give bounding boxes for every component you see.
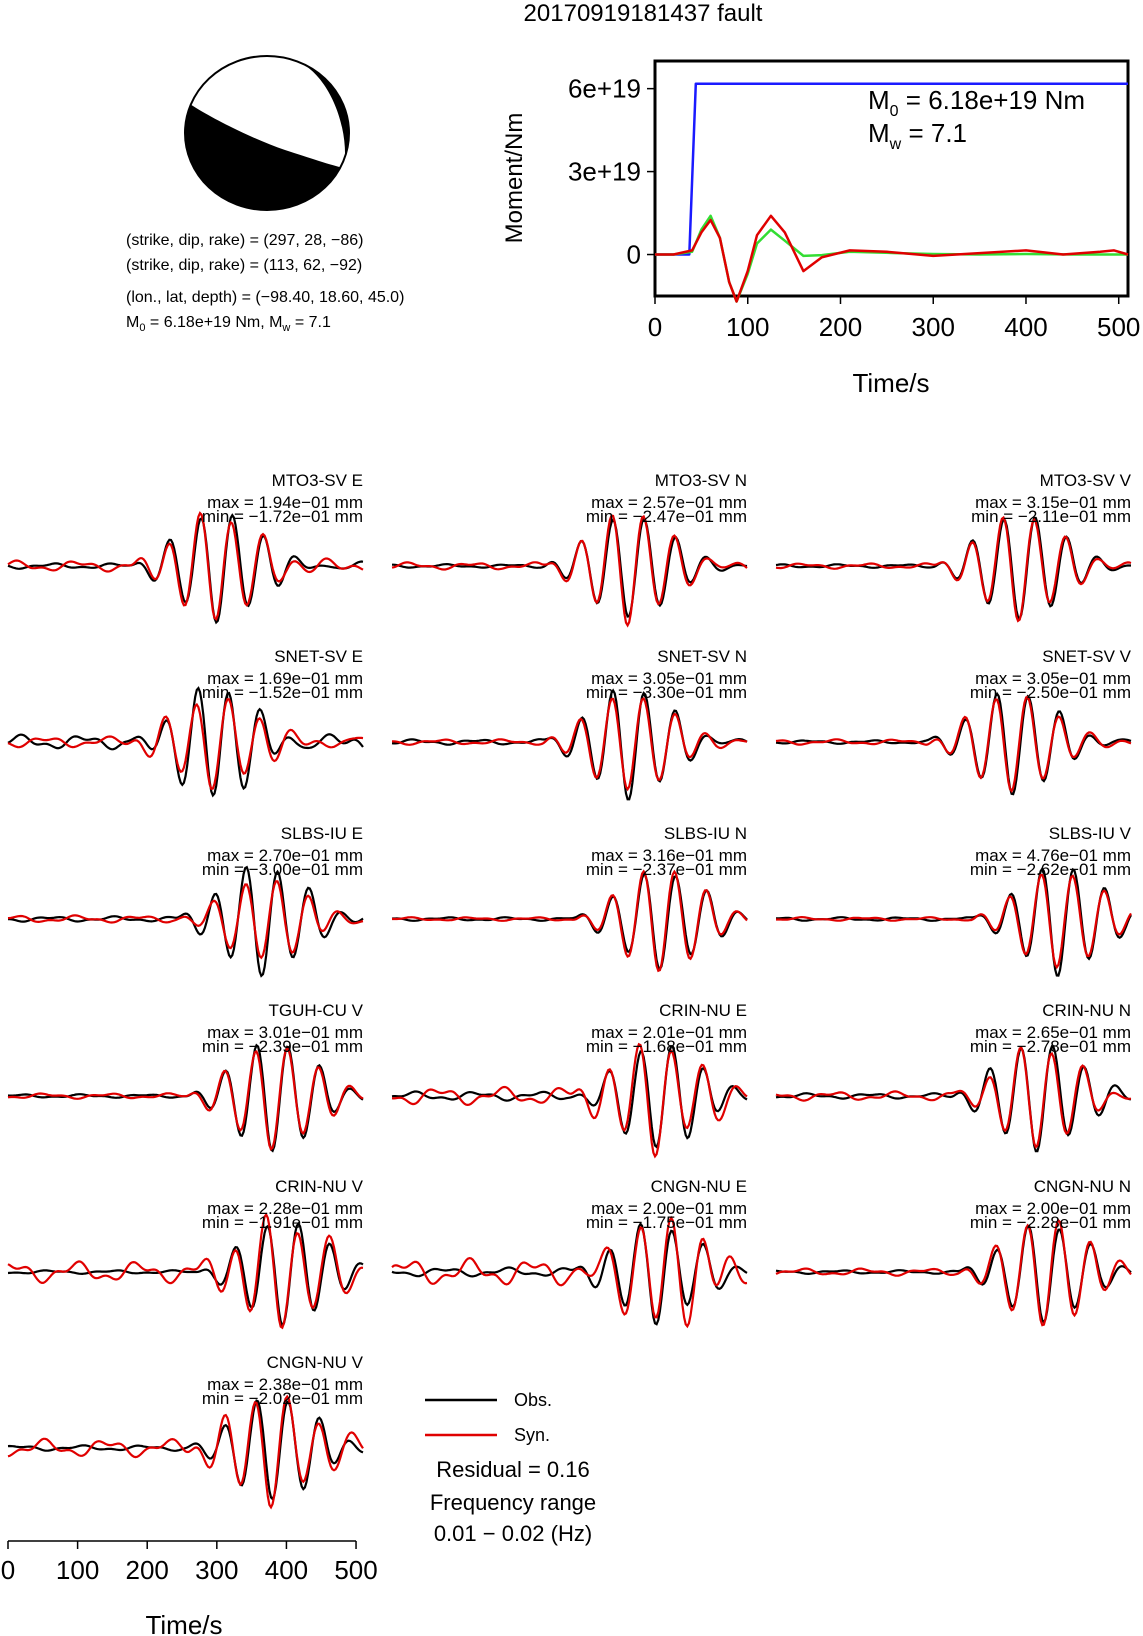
waveform-panel — [392, 1001, 747, 1156]
waveform-xlabel: Time/s — [145, 1610, 223, 1636]
waveform-station-label: SLBS-IU V — [1048, 824, 1131, 843]
waveform-min-label: min = −1.68e−01 mm — [585, 1037, 747, 1056]
moment-ytick-label: 0 — [626, 239, 641, 270]
waveform-station-label: CNGN-NU V — [266, 1353, 363, 1372]
waveform-panel — [8, 471, 363, 622]
waveform-max-label: max = 3.01e−01 mm — [207, 1023, 363, 1042]
waveform-panel — [8, 1001, 364, 1151]
waveform-panel — [392, 1177, 747, 1326]
waveform-station-label: CRIN-NU N — [1042, 1001, 1131, 1020]
observed-trace — [776, 869, 1131, 976]
waveform-xtick-label: 0 — [0, 1555, 16, 1585]
waveform-panel — [392, 824, 747, 971]
moment-function-plot — [501, 61, 1140, 398]
moment-xtick-label: 100 — [726, 312, 770, 342]
plane1-text: (strike, dip, rake) = (297, 28, −86) — [126, 232, 364, 249]
waveform-station-label: SNET-SV V — [1042, 647, 1131, 666]
waveform-min-label: min = −2.47e−01 mm — [585, 507, 747, 526]
waveform-xtick-label: 300 — [195, 1555, 239, 1585]
waveform-min-label: min = −2.62e−01 mm — [969, 860, 1131, 879]
observed-trace — [8, 1045, 363, 1151]
waveform-station-label: CRIN-NU E — [659, 1001, 747, 1020]
waveform-station-label: SLBS-IU E — [280, 824, 363, 843]
waveform-min-label: min = −2.78e−01 mm — [969, 1037, 1131, 1056]
waveform-max-label: max = 2.65e−01 mm — [975, 1023, 1131, 1042]
synthetic-trace — [392, 1218, 747, 1326]
waveform-time-axis — [1, 1541, 378, 1585]
legend-frequency-title: Frequency range — [429, 1490, 597, 1515]
moment-ytick-label: 6e+19 — [567, 73, 641, 104]
moment-xtick-label: 300 — [911, 312, 955, 342]
synthetic-trace — [8, 881, 363, 957]
waveform-panel — [776, 1001, 1131, 1151]
waveform-max-label: max = 2.28e−01 mm — [207, 1199, 363, 1218]
moment-text: $M_0 = 6.18e+19$ Nm, $M_w = 7.1$ — [126, 314, 331, 334]
waveform-panel — [392, 647, 747, 799]
moment-xlabel: Time/s — [852, 368, 930, 398]
waveform-max-label: max = 2.57e−01 mm — [591, 493, 747, 512]
waveform-station-label: CNGN-NU E — [650, 1177, 747, 1196]
legend — [425, 1390, 596, 1546]
waveform-max-label: max = 2.38e−01 mm — [207, 1375, 363, 1394]
waveform-xtick-label: 500 — [334, 1555, 378, 1585]
waveform-panel — [8, 824, 363, 976]
waveform-panel — [8, 647, 363, 795]
moment-ytick-label: 3e+19 — [567, 156, 641, 187]
synthetic-trace — [8, 1048, 363, 1149]
moment-xtick-label: 500 — [1097, 312, 1141, 342]
synthetic-trace — [8, 513, 363, 619]
waveform-max-label: max = 1.94e−01 mm — [207, 493, 363, 512]
waveform-max-label: max = 3.16e−01 mm — [591, 846, 747, 865]
observed-trace — [392, 519, 747, 617]
figure-title: 20170919181437 fault — [523, 0, 763, 27]
legend-frequency-range: 0.01 − 0.02 (Hz) — [433, 1521, 593, 1546]
waveform-min-label: min = −2.50e−01 mm — [969, 683, 1131, 702]
waveform-panel — [776, 1177, 1131, 1325]
observed-trace — [392, 875, 747, 970]
waveform-min-label: min = −1.52e−01 mm — [201, 683, 363, 702]
location-text: (lon., lat, depth) = (−98.40, 18.60, 45.0) — [126, 289, 405, 306]
waveform-station-label: SNET-SV E — [274, 647, 363, 666]
observed-trace — [776, 694, 1131, 794]
waveform-station-label: SNET-SV N — [657, 647, 747, 666]
waveform-panel — [392, 471, 747, 625]
waveform-max-label: max = 3.05e−01 mm — [591, 669, 747, 688]
observed-trace — [8, 688, 363, 795]
waveform-min-label: min = −2.11e−01 mm — [971, 507, 1131, 526]
synthetic-trace — [776, 518, 1131, 621]
moment-xtick-label: 200 — [818, 312, 863, 342]
moment-xtick-label: 400 — [1004, 312, 1048, 342]
synthetic-trace — [392, 871, 747, 970]
synthetic-trace — [776, 1048, 1131, 1147]
waveform-station-label: SLBS-IU N — [663, 824, 747, 843]
waveform-max-label: max = 3.15e−01 mm — [975, 493, 1131, 512]
waveform-panel — [8, 1353, 364, 1507]
moment-xtick-label: 0 — [647, 312, 663, 342]
waveform-max-label: max = 2.01e−01 mm — [591, 1023, 747, 1042]
waveform-max-label: max = 2.00e−01 mm — [975, 1199, 1131, 1218]
synthetic-trace — [392, 516, 747, 626]
legend-syn-label: Syn. — [514, 1425, 551, 1445]
waveform-min-label: min = −3.00e−01 mm — [201, 860, 363, 879]
waveform-panel — [8, 1177, 364, 1328]
waveform-station-label: CRIN-NU V — [275, 1177, 363, 1196]
waveform-station-label: MTO3-SV N — [654, 471, 747, 490]
synthetic-trace — [776, 1220, 1131, 1325]
waveform-station-label: TGUH-CU V — [268, 1001, 363, 1020]
waveform-min-label: min = −1.72e−01 mm — [201, 507, 363, 526]
legend-obs-label: Obs. — [514, 1390, 553, 1410]
waveform-max-label: max = 1.69e−01 mm — [207, 669, 363, 688]
synthetic-trace — [8, 1397, 363, 1508]
observed-trace — [8, 867, 363, 976]
waveform-max-label: max = 3.05e−01 mm — [975, 669, 1131, 688]
moment-annotation-m0: $M_0 = 6.18e+19$ Nm — [868, 85, 1086, 120]
waveform-panel — [776, 824, 1132, 976]
focal-mechanism-beachball — [184, 55, 349, 210]
synthetic-trace — [776, 697, 1131, 791]
waveform-panel — [776, 647, 1132, 794]
waveform-max-label: max = 2.70e−01 mm — [207, 846, 363, 865]
waveform-min-label: min = −2.39e−01 mm — [201, 1037, 363, 1056]
waveform-xtick-label: 100 — [55, 1555, 100, 1585]
moment-series-2 — [655, 216, 1128, 302]
waveform-min-label: min = −3.30e−01 mm — [585, 683, 747, 702]
waveform-min-label: min = −1.75e−01 mm — [585, 1213, 747, 1232]
waveform-max-label: max = 4.76e−01 mm — [975, 846, 1131, 865]
moment-series-3 — [655, 216, 1128, 302]
waveform-min-label: min = −2.37e−01 mm — [585, 860, 747, 879]
waveform-min-label: min = −2.28e−01 mm — [969, 1213, 1131, 1232]
waveform-panel — [776, 471, 1132, 621]
waveform-min-label: min = −1.91e−01 mm — [201, 1213, 363, 1232]
synthetic-trace — [392, 1044, 747, 1156]
observed-trace — [8, 1224, 363, 1326]
observed-trace — [8, 515, 363, 622]
legend-residual: Residual = 0.16 — [436, 1457, 590, 1482]
waveform-xtick-label: 400 — [264, 1555, 309, 1585]
waveform-panels — [8, 471, 1132, 1507]
waveform-station-label: MTO3-SV E — [271, 471, 363, 490]
waveform-station-label: CNGN-NU N — [1033, 1177, 1131, 1196]
plane2-text: (strike, dip, rake) = (113, 62, −92) — [126, 257, 363, 274]
observed-trace — [776, 1046, 1131, 1151]
waveform-min-label: min = −2.02e−01 mm — [201, 1389, 363, 1408]
moment-ylabel: Moment/Nm — [501, 112, 528, 244]
observed-trace — [392, 691, 747, 800]
waveform-xtick-label: 200 — [125, 1555, 169, 1585]
moment-annotation-mw: $M_w = 7.1$ — [868, 118, 968, 153]
waveform-max-label: max = 2.00e−01 mm — [591, 1199, 747, 1218]
waveform-station-label: MTO3-SV V — [1039, 471, 1131, 490]
